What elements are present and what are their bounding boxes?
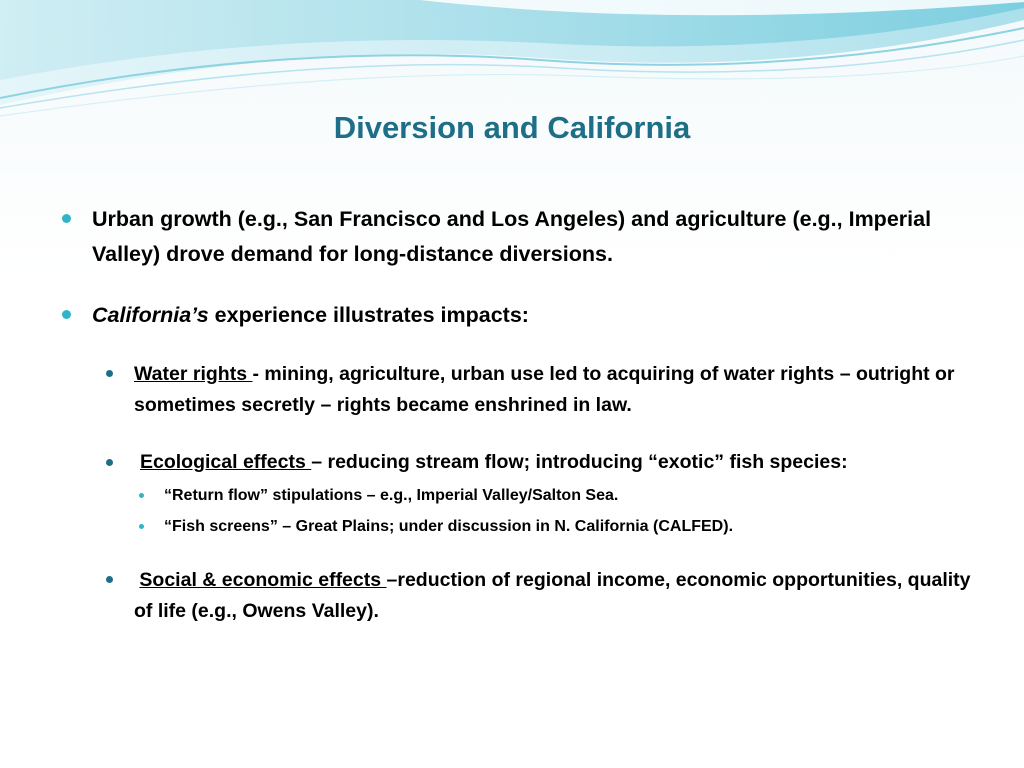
social-economic-term: Social & economic effects [139,569,387,591]
sub-bullet-return-flow [164,483,964,509]
water-rights-text: - mining, agriculture, urban use led to acquiring of water rights – outright or sometimes secretly – rights became enshrined in law. [134,363,955,416]
california-rest-text: experience illustrates impacts: [208,303,529,327]
california-italic-text: California’s [92,303,209,327]
bullet-ecological-effects [140,447,980,478]
bullet-california-experience [92,298,972,333]
slide-title: Diversion and California [333,110,691,145]
water-rights-term: Water rights [134,363,253,385]
social-economic-text: –reduction of regional income, economic opportunities, quality of life (e.g., Owens Valley). [134,569,971,622]
bullet-urban-growth [92,202,972,272]
return-flow-text: “Return flow” stipulations – e.g., Imperial Valley/Salton Sea. [164,487,619,504]
ecological-effects-text: – reducing stream flow; introducing “exotic” fish species: [311,451,848,473]
ecological-effects-term: Ecological effects [140,451,312,473]
bullet-social-economic [134,565,974,627]
fish-screens-text: “Fish screens” – Great Plains; under discussion in N. California (CALFED). [164,518,734,535]
bullet-marker [139,493,144,498]
bullet-marker [106,370,113,377]
bullet-urban-growth-text: Urban growth (e.g., San Francisco and Los Angeles) and agriculture (e.g., Imperial Valley) drove demand for long-distance diversions. [92,207,932,266]
bullet-marker [106,459,113,466]
bullet-water-rights [134,359,974,421]
bullet-marker [106,576,113,583]
bullet-marker [62,310,71,319]
bullet-marker [62,214,71,223]
sub-bullet-fish-screens [164,514,964,540]
bullet-marker [139,524,144,529]
